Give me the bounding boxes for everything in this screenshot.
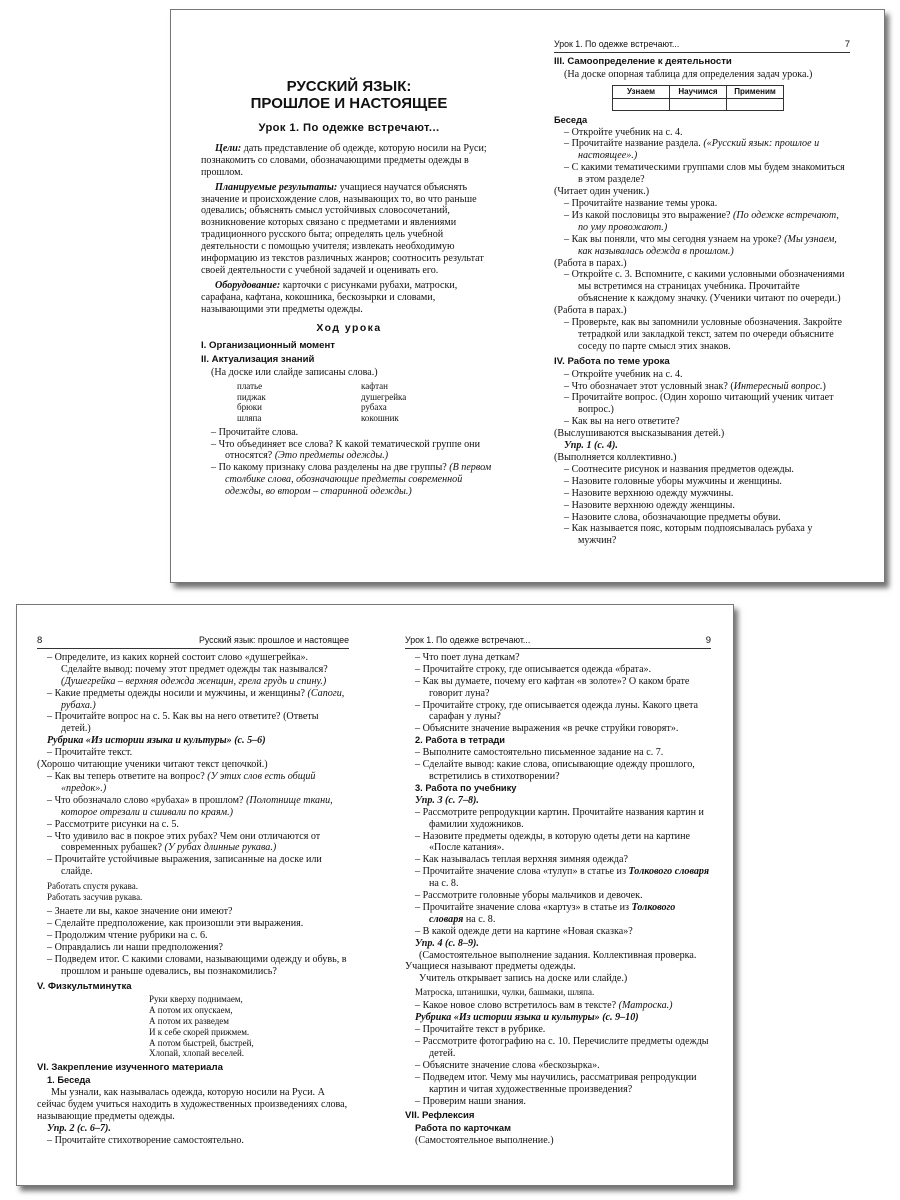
- dialogue-item: [37, 652, 349, 688]
- dialogue-item: – Что поет луна деткам?: [415, 651, 520, 663]
- dialogue-item: – Прочитайте устойчивые выражения, записанные на доске или слайде.: [47, 854, 322, 878]
- dialogue-item: – Подведем итог. С какими словами, называющими одежду и обувь, в прошлом и раньше одевались, вы познакомились?: [47, 953, 347, 977]
- page-number: 8: [37, 635, 43, 646]
- section-heading: V. Физкультминутка: [37, 980, 132, 992]
- dictionary-ref: Толкового словаря: [429, 901, 676, 925]
- dialogue-item: – Как вы на него ответите?: [564, 416, 680, 428]
- dialogue-text: – Что обозначает этот условный знак? (: [564, 380, 734, 392]
- running-header: [554, 39, 850, 53]
- section-title-line2: ПРОШЛОЕ И НАСТОЯЩЕЕ: [250, 95, 448, 112]
- results-paragraph: [201, 182, 497, 277]
- dialogue-item: [405, 902, 711, 926]
- dialogue-item: [405, 866, 711, 890]
- dialogue-item: – В какой одежде дети на картине «Новая сказка»?: [415, 925, 633, 937]
- answer-text: (Мы узнаем, как называлась одежда в прошлом.): [578, 233, 837, 257]
- answer-text: (У этих слов есть общий «предок».): [61, 770, 316, 794]
- question-text: – Что объединяет все слова? К какой тематической группе они относятся?: [211, 438, 480, 462]
- dialogue-item: – С какими тематическими группами слов мы будем знакомиться в этом разделе?: [564, 162, 845, 186]
- answer-text: (Полотнище ткани, которое отрезали и сшивали по краям.): [61, 794, 333, 818]
- table-header: Научимся: [670, 85, 727, 98]
- table-cell: [727, 98, 784, 110]
- dialogue-item: – Прочитайте строку, где описывается одежда луны. Какого цвета сарафан у луны?: [415, 699, 698, 723]
- dialogue-item: – Прочитайте текст.: [47, 747, 133, 759]
- dialogue-item: – Прочитайте вопрос на с. 5. Как вы на него ответите? (Ответы детей.): [47, 711, 319, 735]
- dialogue-item: – Сделайте вывод: какие слова, описывающие одежду прошлого, встретились в стихотворении?: [415, 759, 695, 782]
- page-number: 9: [705, 635, 711, 646]
- goals-label: Цели:: [215, 142, 242, 154]
- dialogue-item: – Соотнесите рисунок и названия предметов одежды.: [564, 463, 794, 475]
- rubric-label: Рубрика «Из истории языка и культуры» (с. 5–6): [47, 735, 266, 747]
- page-number: 7: [844, 39, 850, 50]
- goals-text: дать представление об одежде, которую носили на Руси; познакомить со словами, обозначающими предметы одежды в прошлом.: [201, 142, 487, 178]
- dialogue-item: – Назовите головные уборы мужчины и женщины.: [564, 475, 782, 487]
- running-header-title: Урок 1. По одежке встречают...: [554, 39, 680, 49]
- subsection-heading: 2. Работа в тетради: [415, 735, 505, 746]
- running-header: [405, 635, 711, 649]
- dialogue-item: – Проверим наши знания.: [415, 1095, 526, 1107]
- answer-text: (По одежке встречают, по уму провожают.): [578, 209, 839, 233]
- dialogue-item: – Как называется пояс, которым подпоясывалась рубаха у мужчин?: [564, 523, 813, 547]
- word-item: кафтан: [361, 381, 388, 392]
- course-heading: Ход урока: [316, 322, 382, 334]
- dialogue-item: – Оправдались ли наши предположения?: [47, 941, 223, 953]
- dialogue-item: – Откройте учебник на с. 4.: [564, 126, 683, 138]
- expression-text: Работать спустя рукава.: [47, 881, 139, 892]
- page-9-column: [405, 635, 711, 1147]
- page-6-column: [201, 10, 497, 498]
- dialogue-item: – Подведем итог. Чему мы научились, рассматривая репродукции картин и читая художественные произведения?: [415, 1071, 697, 1095]
- answer-text: (Это предметы одежды.): [274, 450, 389, 462]
- dialogue-text: – Прочитайте значение слова «картуз» в статье из: [415, 901, 632, 913]
- running-header-title: Русский язык: прошлое и настоящее: [198, 635, 349, 645]
- answer-text: (Матроска.): [618, 1000, 673, 1012]
- lesson-title: Урок 1. По одежке встречают...: [258, 122, 440, 134]
- note-text: (Выполняется коллективно.): [554, 452, 677, 463]
- section-heading: III. Самоопределение к деятельности: [554, 55, 732, 67]
- answer-text: (Сапоги, рубаха.): [61, 687, 345, 711]
- top-page-spread: [170, 9, 885, 583]
- dialogue-item: – Сделайте предположение, как произошли эти выражения.: [47, 918, 304, 930]
- dialogue-item: – Как называлась теплая верхняя зимняя одежда?: [415, 854, 628, 866]
- dialogue-item: [554, 210, 850, 234]
- poem-line: А потом быстрей, быстрей,: [149, 1037, 254, 1048]
- dialogue-text: – Как вы поняли, что мы сегодня узнаем на уроке?: [564, 233, 785, 245]
- dialogue-text: – Что удивило вас в покрое этих рубах? Чем они отличаются от современных рубашек?: [47, 830, 321, 854]
- dialogue-item: [37, 771, 349, 795]
- note-text: Учитель открывает запись на доске или слайде.): [419, 973, 628, 985]
- dialogue-item: – Назовите верхнюю одежду мужчины.: [564, 487, 734, 499]
- poem-line: А потом их разведем: [149, 1016, 229, 1027]
- question-item: [201, 462, 497, 498]
- word-list: [201, 381, 497, 423]
- table-header: Узнаем: [613, 85, 670, 98]
- word-item: пиджак: [237, 391, 266, 402]
- dialogue-item: – Объясните значение слова «бескозырка».: [415, 1059, 600, 1071]
- dialogue-item: – Как вы думаете, почему его кафтан «в золоте»? О каком брате говорит луна?: [415, 675, 690, 699]
- answer-text: Интересный вопрос.: [733, 380, 823, 392]
- dialogue-item: – Объясните значение выражения «в речке струйки говорят».: [415, 723, 679, 735]
- dialogue-text: – Какие предметы одежды носили и мужчины, и женщины?: [47, 687, 308, 699]
- dialogue-item: – Назовите слова, обозначающие предметы обуви.: [564, 511, 781, 523]
- subsection-heading: Беседа: [554, 114, 588, 125]
- note-text: (Читает один ученик.): [554, 186, 650, 198]
- dialogue-item: – Прочитайте строку, где описывается одежда «брата».: [415, 663, 652, 675]
- dialogue-item: – Рассмотрите головные уборы мальчиков и девочек.: [415, 890, 643, 902]
- section-heading: VII. Рефлексия: [405, 1110, 475, 1122]
- dialogue-item: – Выполните самостоятельно письменное задание на с. 7.: [415, 747, 664, 759]
- exercise-label: Упр. 4 (с. 8–9).: [415, 937, 479, 949]
- dialogue-text: ): [822, 380, 826, 392]
- answer-text: (Душегрейка – верхняя одежда женщин, грела грудь и спину.): [61, 675, 327, 687]
- dialogue-item: – Назовите верхнюю одежду женщины.: [564, 499, 735, 511]
- dialogue-item: – Проверьте, как вы запомнили условные обозначения. Закройте тетрадкой или закладкой текст, затем по очереди объясните соседу по парте смысл этих знаков.: [564, 317, 842, 352]
- table-cell: [670, 98, 727, 110]
- word-item: платье: [237, 381, 263, 392]
- section-title-line1: РУССКИЙ ЯЗЫК:: [286, 78, 412, 95]
- dialogue-item: [554, 138, 850, 162]
- dialogue-text: на с. 8.: [463, 913, 496, 925]
- section-heading: VI. Закрепление изученного материала: [37, 1062, 223, 1074]
- dialogue-text: – Что обозначало слово «рубаха» в прошлом?: [47, 794, 247, 806]
- subsection-heading: Работа по карточкам: [415, 1123, 511, 1134]
- dialogue-text: – Как вы теперь ответите на вопрос?: [47, 770, 208, 782]
- equipment-paragraph: [201, 280, 497, 316]
- answer-text: («Русский язык: прошлое и настоящее».): [578, 138, 820, 162]
- answer-text: (У рубах длинные рукава.): [164, 842, 277, 854]
- word-item: рубаха: [361, 402, 387, 413]
- word-item: душегрейка: [361, 391, 407, 402]
- rubric-label: Рубрика «Из истории языка и культуры» (с. 9–10): [415, 1012, 639, 1024]
- results-text: учащиеся научатся объяснять значение и происхождение слов, называющих то, во что раньше одевались; объяснять смысл устойчивых словосочетаний, возникновение которых связано с предметами и явлениями традиционного русского быта; определять цель учебной деятельности с помощью учителя; извлекать необходимую информацию из текстов различных жанров; соотносить результат своей деятельности с учебной задачей и оценивать его.: [201, 181, 484, 276]
- exercise-label: Упр. 3 (с. 7–8).: [415, 794, 479, 806]
- goals-paragraph: [201, 143, 497, 179]
- dialogue-item: – Назовите предметы одежды, в которую одеты дети на картине «После катания».: [415, 830, 690, 854]
- page-7-column: [554, 39, 850, 547]
- question-text: – По какому признаку слова разделены на две группы?: [211, 462, 450, 474]
- expression-text: Работать засучив рукава.: [47, 892, 143, 903]
- word-item: шляпа: [237, 413, 262, 423]
- dialogue-item: – Прочитайте текст в рубрике.: [415, 1024, 546, 1036]
- board-note: (На доске или слайде записаны слова.): [211, 367, 378, 379]
- dialogue-text: – Какое новое слово встретилось вам в тексте?: [415, 1000, 619, 1012]
- answer-text: (В первом столбике слова, обозначающие предметы современной одежды, во втором – старинной одежды.): [225, 462, 492, 498]
- word-item: кокошник: [361, 413, 399, 423]
- dictionary-ref: Толкового словаря: [628, 866, 710, 878]
- exercise-label: Упр. 2 (с. 6–7).: [47, 1122, 111, 1134]
- dialogue-text: – Из какой пословицы это выражение?: [564, 209, 733, 221]
- word-item: брюки: [237, 402, 262, 413]
- question-item: [201, 439, 497, 463]
- dialogue-item: [37, 795, 349, 819]
- expression-text: Матроска, штанишки, чулки, башмаки, шляпа.: [415, 987, 595, 998]
- dialogue-text: – Прочитайте значение слова «тулуп» в статье из: [415, 866, 629, 878]
- poem-line: А потом их опускаем,: [149, 1005, 233, 1016]
- dialogue-item: – Рассмотрите репродукции картин. Прочитайте названия картин и фамилии художников.: [415, 806, 704, 830]
- running-header: [37, 635, 349, 649]
- dialogue-item: [37, 688, 349, 712]
- running-header-title: Урок 1. По одежке встречают...: [405, 635, 531, 645]
- dialogue-item: [37, 831, 349, 855]
- dialogue-item: [554, 234, 850, 258]
- exercise-label: Упр. 1 (с. 4).: [564, 440, 618, 452]
- dialogue-item: – Продолжим чтение рубрики на с. 6.: [47, 929, 208, 941]
- dialogue-item: – Рассмотрите рисунки на с. 5.: [47, 818, 179, 830]
- note-text: (Работа в парах.): [554, 305, 627, 317]
- dialogue-item: – Прочитайте название темы урока.: [564, 197, 718, 209]
- subsection-heading: 1. Беседа: [47, 1075, 91, 1086]
- results-label: Планируемые результаты:: [215, 181, 338, 193]
- note-text: (Выслушиваются высказывания детей.): [554, 428, 725, 440]
- section-title: [201, 78, 497, 112]
- dialogue-text: – Прочитайте название раздела.: [564, 138, 704, 150]
- dialogue-item: [554, 381, 850, 393]
- equipment-label: Оборудование:: [215, 279, 281, 291]
- section-heading: IV. Работа по теме урока: [554, 355, 670, 367]
- subsection-heading: 3. Работа по учебнику: [415, 782, 517, 793]
- note-text: (Самостоятельное выполнение.): [415, 1135, 554, 1147]
- dialogue-item: – Откройте с. 3. Вспомните, с какими условными обозначениями мы встретимся на страницах учебника. Прочитайте объяснение к каждому значку. (Ученики читают по очереди.): [564, 269, 845, 305]
- dialogue-item: – Знаете ли вы, какое значение они имеют?: [47, 906, 233, 918]
- paragraph-text: Мы узнали, как называлась одежда, которую носили на Руси. А сейчас будем учиться находить в художественных произведениях слова, называющие предметы одежды.: [37, 1087, 348, 1122]
- question-item: – Прочитайте слова.: [211, 426, 299, 438]
- table-cell: [613, 98, 670, 110]
- poem-line: Руки кверху поднимаем,: [149, 994, 243, 1005]
- equipment-text: карточки с рисунками рубахи, матроски, сарафана, кафтана, кокошника, бескозырки и словами, называющими эти предметы одежды.: [201, 279, 458, 315]
- poem-line: Хлопай, хлопай веселей.: [149, 1048, 245, 1059]
- section-heading: I. Организационный момент: [201, 339, 335, 351]
- board-note: (На доске опорная таблица для определения задач урока.): [564, 68, 813, 80]
- note-text: (Работа в парах.): [554, 257, 627, 269]
- table-header: Применим: [727, 85, 784, 98]
- dialogue-item: – Откройте учебник на с. 4.: [564, 368, 683, 380]
- planning-table: [612, 85, 784, 111]
- dialogue-item: [405, 1000, 711, 1012]
- page-8-column: [37, 635, 349, 1147]
- bottom-page-spread: [16, 604, 734, 1186]
- poem-line: И к себе скорей прижмем.: [149, 1026, 250, 1037]
- dialogue-text: на с. 8.: [429, 878, 459, 890]
- dialogue-item: – Прочитайте стихотворение самостоятельно.: [47, 1134, 244, 1146]
- poem: [37, 994, 349, 1059]
- note-text: (Самостоятельное выполнение задания. Коллективная проверка. Учащиеся называют предметы одежды.: [405, 949, 697, 973]
- dialogue-text: – Определите, из каких корней состоит слово «душегрейка». Сделайте вывод: почему этот предмет одежды так назывался?: [47, 651, 328, 675]
- dialogue-item: – Прочитайте вопрос. (Один хорошо читающий ученик читает вопрос.): [564, 392, 834, 416]
- dialogue-item: – Рассмотрите фотографию на с. 10. Перечислите предметы одежды детей.: [415, 1036, 709, 1059]
- section-heading: II. Актуализация знаний: [201, 354, 315, 366]
- note-text: (Хорошо читающие ученики читают текст цепочкой.): [37, 759, 268, 771]
